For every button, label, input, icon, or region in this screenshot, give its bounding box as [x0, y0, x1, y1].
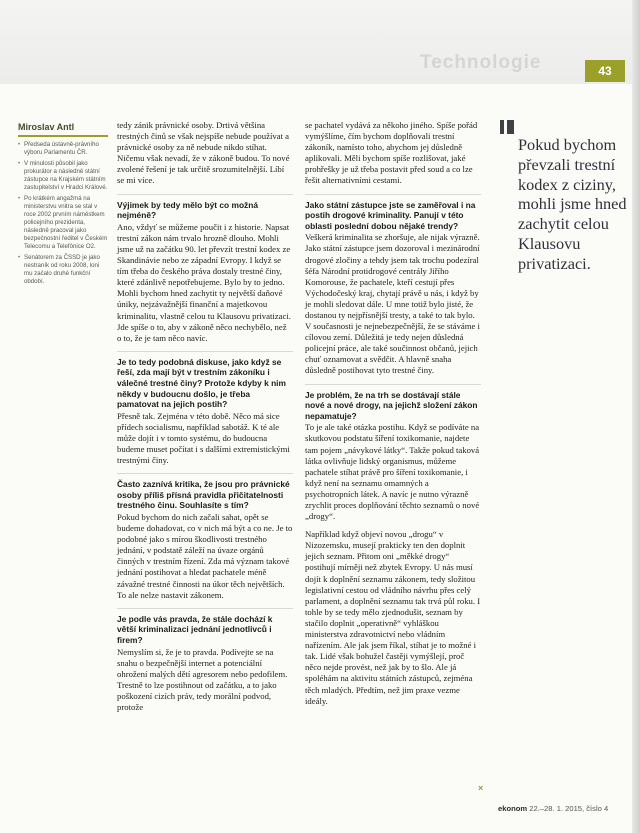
bio-item: • Po krátkém angažmá na ministerstvu vnitra se stal v roce 2002 prvním náměstkem policejního prezidenta, následně pracoval jako bezpečnostní ředitel v Českém Telecomu a Telefónice O2. [18, 195, 108, 251]
question: Často zaznívá kritika, že jsou pro právnické osoby příliš přísná pravidla přičitatelnosti trestného činu. Souhlasíte s tím? [117, 479, 290, 511]
answer: Veškerá kriminalita se zhoršuje, ale nijak výrazně. Jako státní zástupce jsem dozoroval i mezinárodní drogové zločiny a tehdy jsem tak trochu podezíral šéfa Národní protidrogové centrály Jiřího Komorouse, že pachatele, kteří cestují přes Východočeský kraj, chytají právě u nás, i když by je mohli sledovat dále. U mne totiž bylo jisté, že dostanou ty nejpřísnější tresty, a také to tak bylo. V současnosti je nejnebezpečnější, že se stáváme i cílovou zemí. Důležitá je tedy nejen důsledná policejní práce, ale také součinnost občanů, jejich chuť oznamovat a svědčit. A hlavně snaha důsledně postihovat tyto trestné činy. [305, 232, 480, 376]
section-title: Technologie [420, 52, 542, 73]
divider [117, 194, 293, 195]
bio-item: • Senátorem za ČSSD je jako nestraník od roku 2008, loni mu začalo druhé funkční období. [18, 254, 108, 286]
header-band [0, 0, 640, 84]
question: Je podle vás pravda, že stále dochází k větší kriminalizaci jednání jednotlivců i firem? [117, 613, 273, 645]
answer: Přesně tak. Zejména v této době. Něco má sice přídech socialismu, například sabotáž. K té ale může dojít i v tomto systému, do budoucna budeme muset počítat i s dalšími extremistickými trestnými činy. [117, 410, 290, 466]
footer-issue: 22.–28. 1. 2015, číslo 4 [529, 804, 609, 813]
answer: Pokud bychom do nich začali sahat, opět se budeme dohadovat, co v nich má být a co ne. Je to podobné jako s mírou škodlivosti trestného jednání, v podstatě záleží na úvaze orgánů činných v trestním řízení. Zda má význam takové jednání postihovat a hledat pachatele méně závažné trestné činnosti na úkor těch největších. To ale nelze nastavit zákonem. [117, 512, 293, 600]
divider [305, 194, 481, 195]
question: Je problém, že na trh se dostávají stále nové a nové drogy, na jejichž složení zákon nepamatuje? [305, 389, 478, 421]
answer: Nemyslím si, že je to pravda. Podívejte se na snahu o bezpečnější internet a potenciální ohrožení malých dětí agresorem nebo pedofilem. Trestně to lze postihnout od začátku, a to jako poškození cizích práv, tedy morální podvod, protože [117, 646, 288, 712]
bio-item: • V minulosti působil jako prokurátor a následně státní zástupce na Krajském státním zastupitelství v Hradci Králové. [18, 160, 108, 192]
end-mark: × [478, 783, 484, 793]
question: Výjimek by tedy mělo být co možná nejméně? [117, 199, 259, 221]
divider [305, 384, 481, 385]
page-edge [632, 0, 640, 833]
divider [117, 473, 293, 474]
paragraph: se pachatel vydává za někoho jiného. Spíše pořád vymýšlíme, čím bychom doplňovali trestní zákoník, namísto toho, abychom jej důsledně aplikovali. Měli bychom spíše rozlišovat, jaké prohřešky je už třeba postavit před soud a co lze řešit alternativními cestami. [305, 120, 478, 186]
question: Je to tedy podobná diskuse, jako když se řeší, zda mají být v trestním zákoníku i válečné trestné činy? Protože kdyby k nim někdy v budoucnu došlo, je třeba pamatovat na jejich postih? [117, 356, 286, 410]
answer: Ano, vždyť se můžeme poučit i z historie. Napsat trestní zákon nám trvalo hrozně dlouho. Mohli jsme už na začátku 90. let převzít trestní kodex ze Skandinávie nebo ze západní Evropy. I když se tím třeba do českého práva dostaly trestné činy, které zdánlivě nepotřebujeme. Bylo by to jedno. Mohli bychom hned zachytit ty největší daňové úniky, nejzávažnější finanční a majetkovou kriminalitu, vlastně celou tu Klausovu privatizaci. Jde spíše o to, aby v zákoně něco nechybělo, než o to, že je tam něco navíc. [117, 221, 291, 343]
article-column-2 [305, 120, 481, 714]
question: Jako státní zástupce jste se zaměřoval i na postih drogové kriminality. Panují v této oblasti poslední dobou nějaké trendy? [305, 199, 476, 231]
pull-quote: Pokud bychom převzali trestní kodex z ciziny, mohli jsme hned zachytit celou Klausovu privatizaci. [518, 135, 627, 273]
author-bio [18, 141, 108, 286]
paragraph: tedy zánik právnické osoby. Drtivá většina trestných činů se však nejspíše nebude používat a právnické osoby za ně nebude nikdo stíhat. Ničemu však nevadí, že v zákoně budou. To nové zvolené řešení je tak určitě srozumitelnější. Líbí se mi více. [117, 120, 290, 186]
divider [117, 351, 293, 352]
answer: Například když objeví novou „drogu“ v Nizozemsku, musejí prakticky ten den doplnit jejich seznam. Přitom oni „měkké drogy“ postihují mírněji než zbytek Evropy. U nás musí dojít k doplnění seznamu zákonem, tedy složitou legislativní cestou od vládního návrhu přes celý parlament, a doplnění seznamu tak trvá půl roku. I tohle by se tedy mělo zjednodušit, seznam by stačilo doplnit „operativně“ vyhláškou ministerstva zdravotnictví nebo vládním nařízením. Ale jak jsem říkal, stíhat je to možné i tak. Lidé však bohužel častěji vymýšlejí, proč něco nejde provést, než jak by to šlo. Ale já spoléhám na aktivitu státních zástupců, zejména těch mladých. Předtím, než jim praxe vezme ideály. [305, 529, 481, 706]
answer: To je ale také otázka postihu. Když se podíváte na skutkovou podstatu šíření toxikomanie, najdete tam pojem „návykové látky“. Takže pokud taková látka ovlivňuje lidský organismus, můžeme pachatele stíhat právě pro šíření toxikomanie, i když není na seznamu omamných a psychotropních látek. A navíc je nutno výrazně zrychlit proces doplňování těchto seznamů o nové „drogy“. [305, 422, 480, 522]
divider [117, 608, 293, 609]
article-column-1 [117, 120, 293, 720]
page-footer [498, 804, 608, 813]
page-number: 43 [585, 60, 625, 82]
author-name: Miroslav Antl [18, 122, 108, 137]
quote-icon [500, 120, 514, 134]
bio-item: • Předseda ústavně-právního výboru Parlamentu ČR. [18, 141, 108, 157]
author-sidebar [18, 122, 108, 289]
footer-brand: ekonom [498, 804, 528, 813]
